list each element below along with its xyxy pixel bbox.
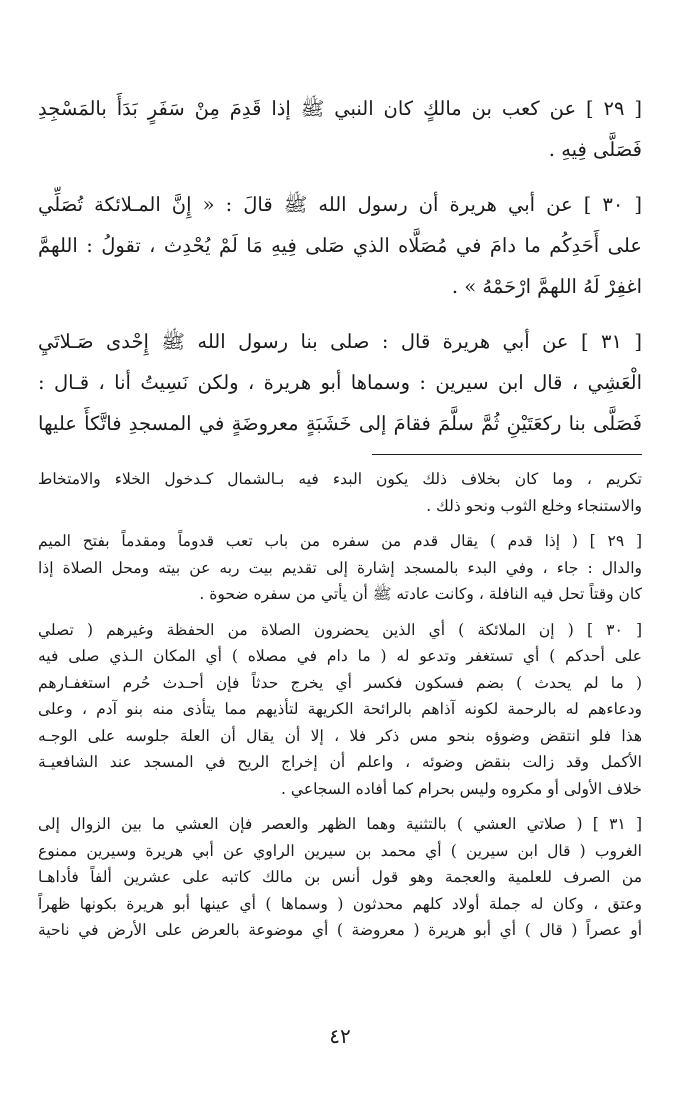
footnote-31 (38, 811, 642, 944)
footnote-line: [ ٣٠ ] ( إن الملائكة ) أي الذين يحضرون الصلاة من الحفظة وغيرهم ( تصلي (38, 620, 642, 639)
text-line: [ ٣١ ] عن أبي هريرة قال : صلى بنا رسول الله ﷺ إِحْدى صَـلاتَيِ (38, 330, 642, 353)
footnote-line: تكريم ، وما كان بخلاف ذلك يكون البدء فيه بـالشمال كـدخول الخلاء والامتخاط (38, 470, 642, 488)
footnote-line: من الصرف للعلمية والعجمة وهو قول أنس بن مالك كاتبه على عشرين ألفاً فأداهـا (38, 868, 642, 886)
footnote-line: هذا فلو انتقض وضوؤه بنحو مس ذكر فلا ، إلا أن يقال أن العلة جلوسه على الوجـه (38, 726, 642, 745)
footnote-line: أو عصراً ( قال ) أي أبو هريرة ( معروضة ) أي موضوعة بالعرض على الأرض في ناحية (38, 921, 642, 939)
footnote-line: [ ٣١ ] ( صلاتي العشي ) بالتثنية وهما الظهر والعصر فإن العشي ما بين الزوال إلى (38, 815, 642, 833)
footnote-line: والدال : جاء ، وفي البدء بالمسجد إشارة إلى تقديم بيت ربه عن بيته ومحل الصلاة إذا (38, 558, 642, 577)
book-page (38, 0, 642, 1098)
footnote-line: وعتق ، وكان له جملة أولاد كلهم محدثون ( وسماها ) أي عينها أبو هريرة بكونها ظهراً (38, 894, 642, 913)
main-text (38, 88, 642, 458)
footnote-line: والاستنجاء وخلع الثوب ونحو ذلك . (426, 496, 642, 515)
text-line: الْعَشِي ، قال ابن سيرين : وسماها أبو هريرة ، ولكن نَسِيتُ أنا ، قـال : (38, 371, 642, 394)
text-line: على أَحَدِكُم ما دامَ في مُصَلَّاه الذي صَلى فِيهِ مَا لَمْ يُحْدِث ، تقولُ : اللهمَّ (38, 234, 642, 257)
footnote-divider (372, 454, 642, 455)
footnote-line: ( ما لم يحدث ) بضم فسكون فكسر أي يخرج حدثاً فإن أحـدث حُرم استغفـارهم (38, 673, 642, 692)
text-line: [ ٢٩ ] عن كعب بن مالكٍ كان النبي ﷺ إذا قَدِمَ مِنْ سَفَرٍ بَدَأَ بالمَسْجِدِ (38, 97, 642, 120)
text-line: فَصَلَّى بنا ركعَتَيْنِ ثُمَّ سلَّمَ فقامَ إلى خَشَبَةٍ معروضَةٍ في المسجدِ فاتَّكأَ عليها (38, 412, 642, 435)
footnote-line: الغروب ( قال ابن سيرين ) أي محمد بن سيرين الراوي عن أبي هريرة وسيرين ممنوع (38, 841, 642, 860)
text-line: فَصَلَّى فِيهِ . (548, 138, 642, 161)
footnote-line: الأكمل وقد زالت بنقض وضوئه ، واعلم أن إخراج الريح في المسجد عند الشافعيـة (38, 753, 642, 771)
footnote-line: ودعاءهم له بالرحمة لكونه آذاهم بالرائحة الكريهة لتأذيهم مما يتأذى منه بنو آدم ، وعلى (38, 700, 642, 718)
hadith-31 (38, 321, 642, 444)
hadith-29 (38, 88, 642, 170)
page-number: ٤٢ (329, 1024, 351, 1048)
footnote-continued (38, 466, 642, 519)
text-line: اغفِرْ لَهُ اللهمَّ ارْحَمْهُ » . (451, 275, 642, 298)
footnote-line: على أحدكم ) أي تستغفر وتدعو له ( ما دام في مصلاه ) أي المكان الـذي صلى فيه (38, 647, 642, 665)
hadith-30 (38, 184, 642, 307)
footnotes (38, 466, 642, 953)
footnote-30 (38, 617, 642, 803)
footnote-29 (38, 528, 642, 608)
text-line: [ ٣٠ ] عن أبي هريرة أن رسول الله ﷺ قالَ : « إِنَّ المـلائكة تُصَلِّي (38, 193, 642, 216)
footnote-line: [ ٢٩ ] ( إذا قدم ) يقال قدم من سفره من باب تعب قدوماً ومقدماً بفتح الميم (38, 532, 642, 550)
footnote-line: خلاف الأولى أو مكروه وليس بحرام كما أفاده السجاعي . (281, 779, 642, 798)
footnote-line: كان وقتاً تحل فيه النافلة ، وكانت عادته ﷺ أن يأتي من سفره ضحوة . (199, 585, 642, 603)
